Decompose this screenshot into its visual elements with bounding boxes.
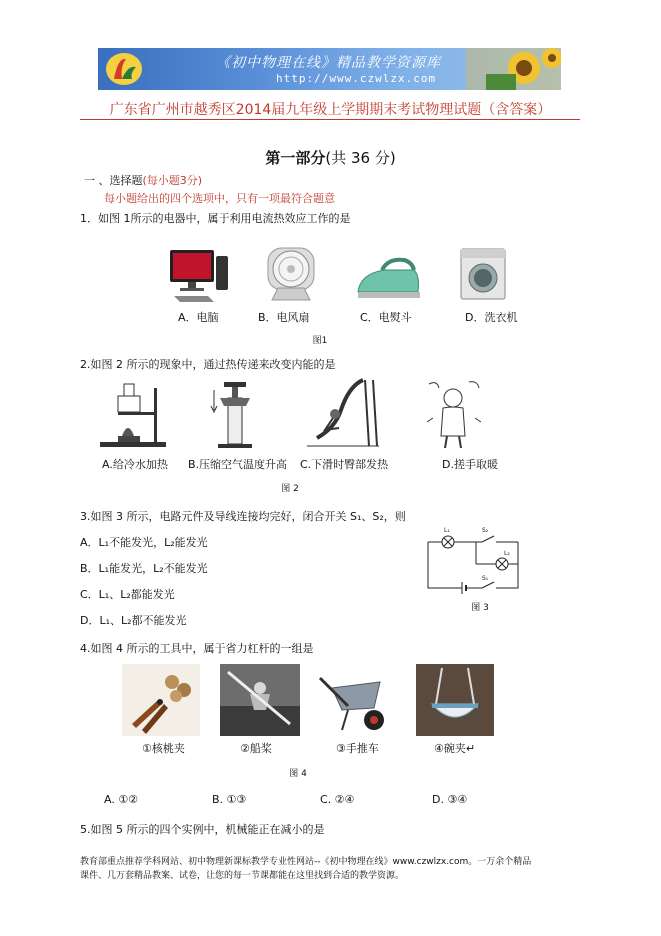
wheelbarrow-icon (318, 664, 396, 736)
part-score: (共 36 分) (325, 149, 396, 167)
q3-option-b: B．L₁能发光，L₂不能发光 (80, 562, 208, 575)
q4-item-4: ④碗夹↵ (434, 742, 476, 755)
q4-option-d: D. ③④ (432, 793, 468, 806)
q4-option-a: A. ①② (104, 793, 139, 806)
label-l2: L₂ (504, 550, 510, 557)
rubbing-hands-icon (425, 378, 483, 450)
sunflower-icon (466, 48, 561, 90)
q1-option-a: A．电脑 (178, 311, 219, 324)
question-4-text: 4.如图 4 所示的工具中，属于省力杠杆的一组是 (80, 642, 314, 655)
section-heading-note: (每小题3分) (142, 174, 203, 187)
part-title-text: 第一部分 (265, 149, 326, 167)
washing-machine-icon (460, 248, 506, 300)
document-title: 广东省广州市越秀区2014届九年级上学期期末考试物理试题（含答案） (109, 102, 552, 118)
electric-iron-icon (354, 256, 422, 302)
figure-3-caption: 图 3 (471, 603, 489, 613)
q2-option-b: B.压缩空气温度升高 (188, 458, 288, 471)
nutcracker-icon (122, 664, 200, 736)
page-footer (80, 855, 580, 883)
q4-option-c: C. ②④ (320, 793, 355, 806)
logo-icon (104, 51, 144, 87)
section-heading-text: 一 、选择题 (84, 174, 143, 187)
figure-1-caption: 图1 (312, 336, 328, 346)
air-compression-icon (210, 380, 260, 450)
electric-fan-icon (262, 246, 320, 302)
label-s2: S₂ (482, 527, 489, 534)
q4-item-3: ③手推车 (336, 742, 379, 755)
bowl-tongs-icon (416, 664, 494, 736)
q1-option-c: C．电熨斗 (360, 311, 412, 324)
q4-option-b: B. ①③ (212, 793, 247, 806)
section-instruction: 每小题给出的四个选项中，只有一项最符合题意 (104, 192, 335, 205)
header-banner (98, 48, 561, 90)
banner-title: 《初中物理在线》精品教学资源库 (216, 55, 441, 71)
circuit-diagram (420, 522, 524, 594)
q3-option-c: C．L₁、L₂都能发光 (80, 588, 175, 601)
question-3-text: 3.如图 3 所示，电路元件及导线连接均完好，闭合开关 S₁、S₂，则 (80, 510, 406, 523)
label-l1: L₁ (444, 527, 450, 534)
q3-option-d: D．L₁、L₂都不能发光 (80, 614, 187, 627)
figure-4-caption: 图 4 (289, 769, 307, 779)
q2-option-d: D.搓手取暖 (442, 458, 498, 471)
q3-option-a: A．L₁不能发光，L₂能发光 (80, 536, 208, 549)
title-divider (80, 119, 580, 120)
banner-url[interactable]: http://www.czwlzx.com (276, 72, 437, 85)
q1-option-b: B．电风扇 (258, 311, 310, 324)
part-title (0, 147, 661, 168)
question-5-text: 5.如图 5 所示的四个实例中，机械能正在减小的是 (80, 823, 325, 836)
section-heading (84, 172, 202, 188)
q4-item-2: ②船桨 (240, 742, 272, 755)
heating-water-icon (98, 380, 168, 450)
q4-item-1: ①核桃夹 (142, 742, 185, 755)
q2-option-c: C.下滑时臀部发热 (300, 458, 389, 471)
figure-2-caption: 图 2 (281, 484, 299, 494)
switch-s1-blade (482, 582, 494, 588)
question-1-text: 1．如图 1所示的电器中，属于利用电流热效应工作的是 (80, 212, 351, 225)
switch-s2-blade (482, 536, 494, 542)
footer-line-1: 教育部重点推荐学科网站、初中物理新课标教学专业性网站--《初中物理在线》www.czwlzx.com。一万余个精品 (80, 857, 532, 867)
paddle-icon (220, 664, 300, 736)
footer-line-2: 课件、几万套精品教案、试卷，让您的每一节课都能在这里找到合适的教学资源。 (80, 871, 405, 881)
question-2-text: 2.如图 2 所示的现象中，通过热传递来改变内能的是 (80, 358, 336, 371)
q2-option-a: A.给冷水加热 (102, 458, 168, 471)
computer-icon (168, 248, 230, 304)
q1-option-d: D．洗衣机 (465, 311, 518, 324)
label-s1: S₁ (482, 575, 489, 582)
slide-icon (305, 376, 381, 450)
